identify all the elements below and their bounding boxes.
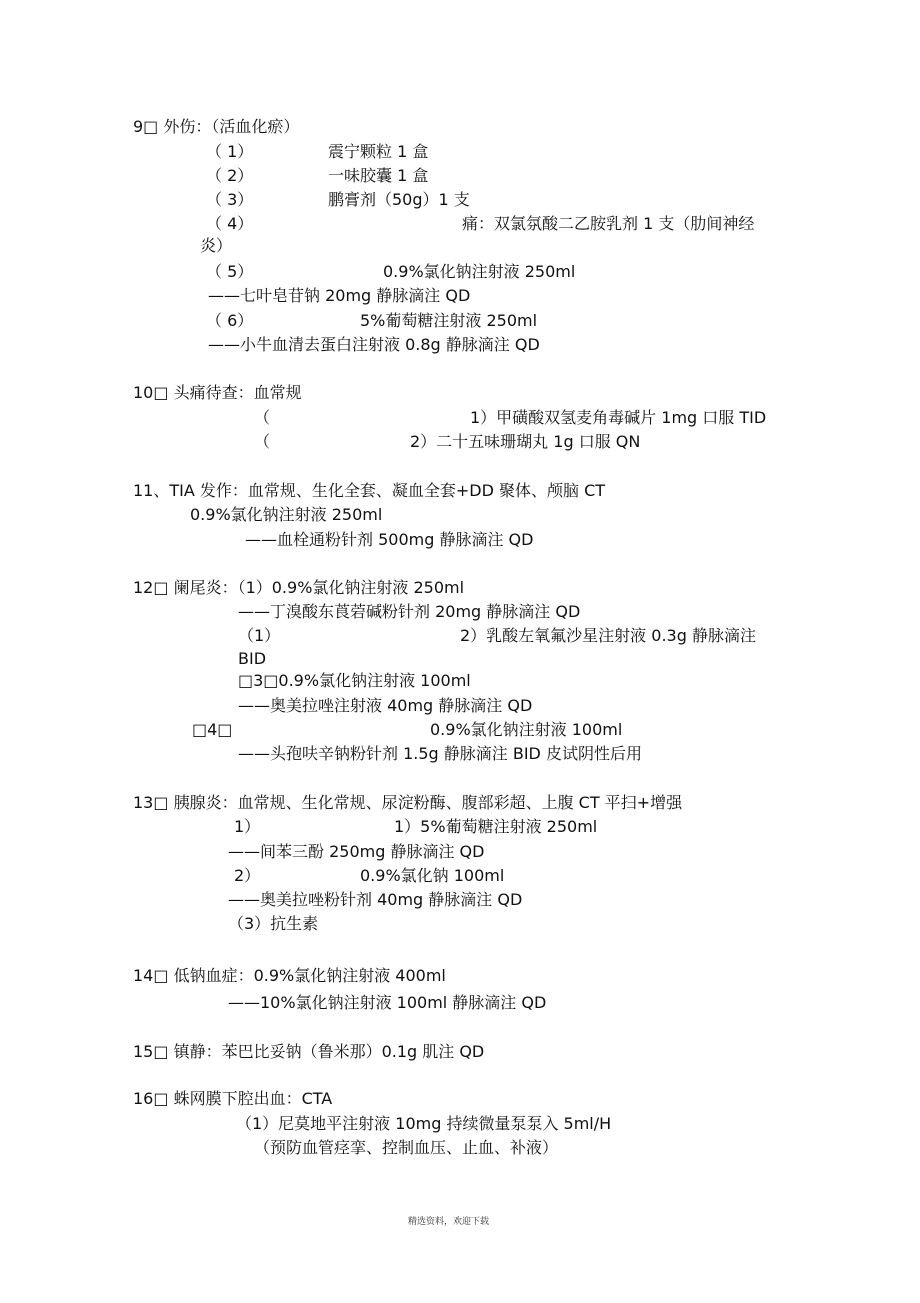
list-item-text: ——头孢呋辛钠粉针剂 1.5g 静脉滴注 BID 皮试阴性后用 bbox=[238, 744, 642, 763]
list-item-text: ——间苯三酚 250mg 静脉滴注 QD bbox=[228, 842, 485, 861]
list-item-text: 一味胶囊 1 盒 bbox=[328, 166, 429, 185]
section-16-heading: 16□ 蛛网膜下腔出血：CTA bbox=[133, 1089, 333, 1108]
section-11-heading: 11、TIA 发作：血常规、生化全套、凝血全套+DD 聚体、颅脑 CT bbox=[133, 481, 606, 500]
list-item-num: （ 6） bbox=[206, 311, 254, 330]
list-item-text: 痛：双氯氛酸二乙胺乳剂 1 支（肋间神经 bbox=[462, 214, 755, 233]
section-10-heading: 10□ 头痛待查：血常规 bbox=[133, 383, 302, 402]
list-item-num: 1） bbox=[234, 817, 261, 836]
section-15-heading: 15□ 镇静：苯巴比妥钠（鲁米那）0.1g 肌注 QD bbox=[133, 1042, 485, 1061]
list-item-text: 震宁颗粒 1 盒 bbox=[328, 142, 429, 161]
list-item-text: ——丁溴酸东莨菪碱粉针剂 20mg 静脉滴注 QD bbox=[238, 602, 581, 621]
list-item-num: （ bbox=[254, 432, 271, 451]
section-12-heading: 12□ 阑尾炎：（1）0.9%氯化钠注射液 250ml bbox=[133, 578, 465, 597]
list-item-num: □4□ bbox=[192, 720, 233, 739]
list-item-num: （ 1） bbox=[206, 142, 254, 161]
list-item-text: □3□0.9%氯化钠注射液 100ml bbox=[238, 671, 471, 690]
list-item-text: （1）尼莫地平注射液 10mg 持续微量泵泵入 5ml/H bbox=[236, 1114, 612, 1133]
section-13-heading: 13□ 胰腺炎：血常规、生化常规、尿淀粉酶、腹部彩超、上腹 CT 平扫+增强 bbox=[133, 793, 683, 812]
list-item-text: 1）5%葡萄糖注射液 250ml bbox=[394, 817, 598, 836]
list-item-text: 0.9%氯化钠 100ml bbox=[360, 866, 505, 885]
section-9-heading: 9□ 外伤：（活血化瘀） bbox=[133, 117, 300, 136]
list-item-num: （ 4） bbox=[206, 214, 254, 233]
list-item-text: 5%葡萄糖注射液 250ml bbox=[360, 311, 538, 330]
list-item-text: 0.9%氯化钠注射液 250ml bbox=[190, 505, 383, 524]
list-item-num: （ 5） bbox=[206, 262, 254, 281]
list-item-wrap: BID bbox=[238, 649, 267, 668]
list-item-num: 2） bbox=[234, 866, 261, 885]
list-item-text: 1）甲磺酸双氢麦角毒碱片 1mg 口服 TID bbox=[470, 408, 767, 427]
list-item-text: 鹏膏剂（50g）1 支 bbox=[328, 190, 470, 209]
list-item-wrap: 炎） bbox=[200, 236, 233, 255]
list-item-text: （3）抗生素 bbox=[228, 914, 319, 933]
list-item-num: （ 3） bbox=[206, 190, 254, 209]
page-footer: 精选资料，欢迎下载 bbox=[408, 1217, 490, 1227]
list-item-text: ——七叶皂苷钠 20mg 静脉滴注 QD bbox=[208, 286, 471, 305]
list-item-num: （ bbox=[254, 408, 271, 427]
list-item-text: （预防血管痉挛、控制血压、止血、补液） bbox=[254, 1138, 559, 1157]
list-item-num: （ 2） bbox=[206, 166, 254, 185]
list-item-text: ——10%氯化钠注射液 100ml 静脉滴注 QD bbox=[228, 993, 547, 1012]
list-item-text: ——小牛血清去蛋白注射液 0.8g 静脉滴注 QD bbox=[208, 335, 540, 354]
list-item-text: 0.9%氯化钠注射液 250ml bbox=[383, 262, 576, 281]
list-item-text: ——奥美拉唑注射液 40mg 静脉滴注 QD bbox=[238, 696, 533, 715]
list-item-text: ——血栓通粉针剂 500mg 静脉滴注 QD bbox=[245, 530, 534, 549]
list-item-num: （1） bbox=[238, 626, 281, 645]
list-item-text: 2）乳酸左氧氟沙星注射液 0.3g 静脉滴注 bbox=[460, 626, 756, 645]
section-14-heading: 14□ 低钠血症：0.9%氯化钠注射液 400ml bbox=[133, 966, 446, 985]
list-item-text: 2）二十五味珊瑚丸 1g 口服 QN bbox=[410, 432, 641, 451]
list-item-text: 0.9%氯化钠注射液 100ml bbox=[430, 720, 623, 739]
list-item-text: ——奥美拉唑粉针剂 40mg 静脉滴注 QD bbox=[228, 890, 523, 909]
